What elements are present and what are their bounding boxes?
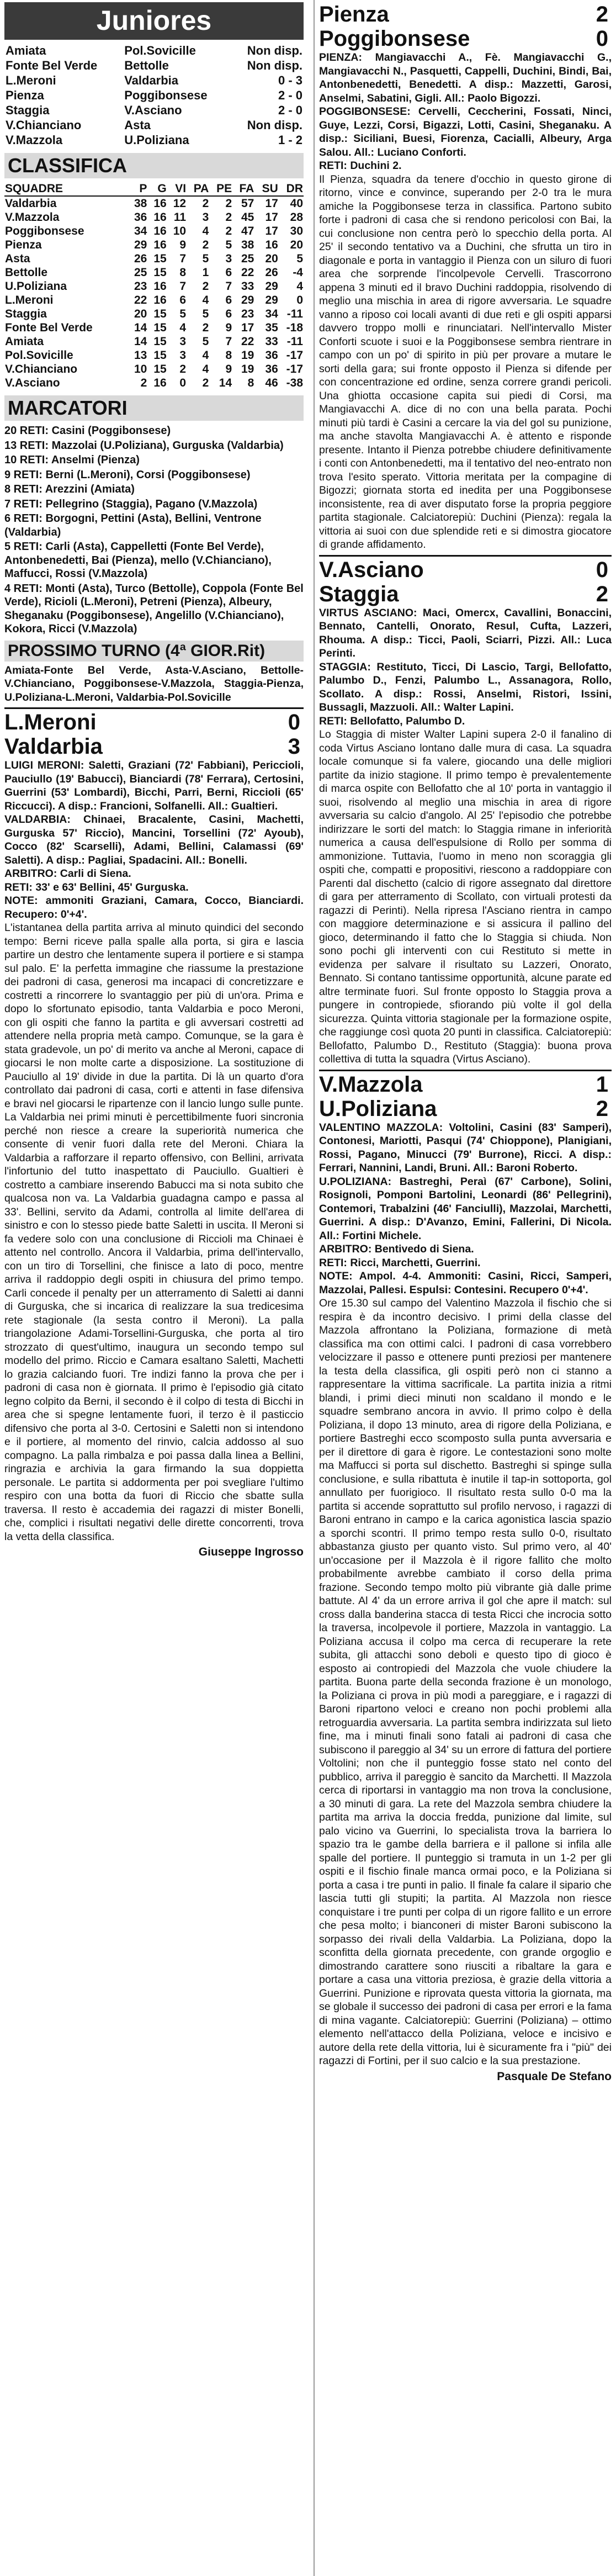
team-away: U.Poliziana [319, 1096, 437, 1121]
reti: RETI: Ricci, Marchetti, Guerrini. [319, 1256, 481, 1269]
standings-cell: 5 [202, 335, 209, 348]
standings-cell: 5 [179, 308, 187, 320]
standings-cell: 2 [225, 211, 232, 224]
standings-cell: 4 [202, 349, 209, 362]
author: Giuseppe Ingrosso [198, 1546, 304, 1558]
fixtures-table [4, 43, 304, 147]
standings-cell: 2 [202, 377, 209, 389]
standings-cell: 6 [179, 294, 187, 306]
standings-table [4, 182, 304, 390]
standings-header: FA [232, 182, 254, 196]
standings-cell: Staggia [5, 308, 47, 320]
standings-cell: 23 [241, 308, 254, 320]
marcatori-item: 5 RETI: Carli (Asta), Cappelletti (Fonte Bel Verde), Antonbenedetti, Bai (Pienza), mello (V.Chianciano), Maffucci, Rossi (V.Mazzola) [4, 541, 272, 580]
standings-cell: 36 [134, 211, 147, 224]
lineup-home: VALENTINO MAZZOLA: Voltolini, Casini (83' Samperi), Contonesi, Mariotti, Pasqui (74' Chioppone), Planigiani, Rossi, Pagano, Minucci (79' Burrone), Ricci. A disp.: Ferrari, Nannini, Landi, Bruni. All.: Baroni Roberto. [319, 1121, 612, 1174]
standings-header: PE [209, 182, 232, 196]
standings-cell: 7 [179, 252, 187, 265]
standings-cell: Pol.Sovicille [5, 349, 73, 362]
standings-cell: 34 [265, 308, 278, 320]
standings-cell: 17 [241, 321, 254, 334]
note: NOTE: ammoniti Graziani, Camara, Cocco, Bianciardi. Recupero: 0'+4'. [4, 895, 304, 921]
marcatori-item: 13 RETI: Mazzolai (U.Poliziana), Gurguska (Valdarbia) [4, 439, 284, 452]
standings-header: SQUADRE [4, 182, 128, 196]
standings-cell: -38 [286, 377, 303, 389]
arbitro: ARBITRO: Carli di Siena. [4, 868, 131, 880]
standings-cell: 9 [225, 321, 232, 334]
standings-cell: 4 [296, 280, 303, 293]
score-away: 2 [596, 1096, 608, 1121]
standings-header: G [147, 182, 167, 196]
standings-cell: 29 [134, 239, 147, 251]
standings-cell: 3 [179, 335, 187, 348]
fixture-result: 2 - 0 [278, 103, 302, 117]
standings-cell: 5 [202, 252, 209, 265]
standings-cell: Pienza [5, 239, 42, 251]
standings-cell: -11 [286, 308, 303, 320]
score-row-away [319, 27, 612, 51]
match-pienza [319, 2, 612, 552]
standings-cell: 16 [153, 197, 167, 210]
standings-cell: 38 [134, 197, 147, 210]
standings-cell: 15 [153, 363, 167, 375]
score-away: 2 [596, 581, 608, 606]
fixture-away: U.Poliziana [124, 133, 189, 147]
fixture-away: V.Asciano [124, 103, 182, 117]
standings-cell: 15 [153, 252, 167, 265]
marcatori-item: 7 RETI: Pellegrino (Staggia), Pagano (V.Mazzola) [4, 498, 258, 510]
fixture-away: Asta [124, 118, 151, 132]
standings-row [4, 348, 304, 362]
marcatori-item: 4 RETI: Monti (Asta), Turco (Bettolle), Coppola (Fonte Bel Verde), Ricioli (L.Meroni), Petreni (Pienza), Albeury, Sheganaku (Poggibonsese), Angelillo (V.Chianciano), Kokora, Ricci (V.Mazzola) [4, 582, 304, 635]
match-asciano [319, 555, 612, 1066]
fixture-result: Non disp. [247, 118, 302, 132]
team-home: Pienza [319, 2, 389, 27]
team-home: L.Meroni [4, 710, 97, 734]
standings-cell: 7 [179, 280, 187, 293]
standings-cell: 2 [225, 225, 232, 237]
marcatori-list [4, 424, 304, 636]
standings-cell: Fonte Bel Verde [5, 321, 93, 334]
fixture-row [4, 88, 304, 103]
score-row-away [4, 734, 304, 759]
standings-row [4, 196, 304, 210]
standings-cell: Bettolle [5, 266, 48, 279]
reti: RETI: Bellofatto, Palumbo D. [319, 715, 465, 727]
marcatori-item: 10 RETI: Anselmi (Pienza) [4, 454, 140, 466]
fixture-result: 0 - 3 [278, 73, 302, 87]
standings-cell: 20 [265, 252, 278, 265]
standings-cell: 17 [265, 211, 278, 224]
standings-cell: 16 [153, 239, 167, 251]
team-away: Poggibonsese [319, 27, 470, 51]
standings-cell: 2 [202, 197, 209, 210]
article-text: Il Pienza, squadra da tenere d'occhio in questo girone di ritorno, vince e convince, superando per 2-0 tra le mura amiche la Poggibonsese terza in classifica. Partono subito forte i padroni di casa che si rendono pericolosi con Bai, la cui conclusione non centra però lo specchio della porta. Al 25' il secondo tentativo va a Duchini, che sfrutta un tiro in diagonale e porta in vantaggio il Pienza con un siluro di fuori area che sorprende l'incolpevole Cervelli. Trascorrono appena 3 minuti ed il bravo Duchini raddoppia, risolvendo di meglio una mischia in area di rigore avversaria. Le squadre vanno a riposo coi locali avanti di due reti e gli ospiti apparsi davvero troppo molli e rinunciatari. Nell'intervallo Mister Conforti scuote i suoi e la Poggibonsese sembra rientrare in campo con un po' di spirito in più per provare a mutare le sorti della gara; sui fronte opposto il Pienza si difende per con concentrazione ed ordine, senza correre grandi pericoli. Una ghiotta occasione capita sui piedi di Corsi, ma Mangiavacchi A. dice di no con una bella parata. Pochi minuti più tardi è Casini a cercare la via del gol su punizione, ma anche stavolta Mangiavacchi A. è attento e risponde presente. Intanto il Pienza potrebbe chiudere definitivamente i conti con Antonbenedetti, ma il tentativo del neo-entrato non trova l'esito sperato. Vittoria meritata per la compagine di Bigozzi; giornata storta ed inedita per una Poggibonsese inconsistente, rea di aver disputato forse la propria peggiore partita stagionale. Calciatorepiù: Duchini (Pienza): regala la vittoria ai suoi con due splendide reti e si dimostra giocatore di grande affidamento. [319, 173, 612, 551]
standings-cell: 5 [202, 308, 209, 320]
fixture-result: Non disp. [247, 59, 302, 72]
article-text: Ore 15.30 sul campo del Valentino Mazzola il fischio che si respira è da incontro decisivo. I primi della classe del Mazzola affrontano la Poliziana, formazione di metà classifica ma con ottimi calci. I padroni di casa vorrebbero velocizzare il passo e ottenere punti preziosi per mantenere la testa della classifica, gli ospiti però non ci stanno a rappresentare la vittima sacrificale. La partita inizia a ritmi blandi, i primi dieci minuti non scaldano il mondo e le squadre sembrano ancora in avvio. Il primo colpo è della Poliziana, il dopo 13 minuto, area di rigore della Poliziana, e portiere Bastreghi ecco scomposto sulla punta avversaria e per il direttore di gara è rigore. Le contestazioni sono molte ma Maffucci si porta sul dischetto. Bastreghi si spinge sulla conclusione, e sulla ribattuta è inutile il tap-in sottoporta, gol annullato per fuorigioco. Il risultato resta sullo 0-0 ma la partita si accende soprattutto sul profilo nervoso, i ragazzi di Baroni entrano in campo e la carica agonistica lascia spazio a sporchi scontri. Il primo tempo resta sullo 0-0, risultato abbastanza giusto per quanto visto. Sul primo vero, al 40' un'occasione per il Mazzola è il rigore fallito che molto probabilmente avrebbe cambiato il corso della prima frazione. Secondo tempo molto più vibrante già dalle prime battute. Al 4' da un errore arriva il gol che apre il match: sul cross dalla banderina stacca di testa Ricci che incrocia sotto la traversa, incolpevole il portiere, Mazzola in vantaggio. La Poliziana accusa il colpo ma cerca di recuperare la rete subita, gli attacchi sono deboli e questo tipo di gioco è esposto ai contropiedi del Mazzola che vuole chiudere la partita. Buona parte della seconda frazione è un monologo, la Poliziana ci prova in più modi a pareggiare, e i ragazzi di Baroni ripartono veloci e creano non pochi problemi alla retroguardia avversaria. La partita sembra indirizzata sul lieto fine, ma i minuti finali sono fatali ai padroni di casa che subiscono il pareggio al 34' su un errore di fattura del portiere Voltolini; non che il punteggio fosse stato nel conto del pubblico, arriva il pareggio è sancito da Marchetti. Il Mazzola cerca di riportarsi in vantaggio ma non trova la conclusione, a 30 minuti di gara. La rete del Mazzola sembra chiudere la partita ma arriva la doccia fredda, punizione dal limite, sul palo vicino va Guerrini, lo specialista trova la barriera lo spazio tra le gambe della barriera e il pallone si infila alle spalle del portiere. Il punteggio si tramuta in un 1-2 per gli ospiti e il fischio finale manca ormai poco, e la Poliziana si porta a casa i tre punti in palio. Il finale fa calare il sipario che lascia tutti gli stupiti; la partita. Al Mazzola non riesce conquistare i tre punti per colpa di un rigore fallito e un errore che pesa molto; i bianconeri di mister Baroni subiscono la sorpasso dei rivali della Valdarbia. La Poliziana, dopo la sconfitta della giornata precedente, con grande orgoglio e dimostrando carattere sono riusciti a ribaltare la gara e portare a casa una vittoria preziosa, è grazie della vittoria a Guerrini. Punizione e riprovata questa vittoria la giornata, ma se globale il successo dei padroni di casa per errori e la fama di mina vagante. Calciatorepiù: Guerrini (Poliziana) – ottimo elemento nell'attacco della Poliziana, veloce e incisivo e autore della rete della vittoria, lui è sicuramente fra i "più" dei ragazzi di Fortini, per il suo calcio e la sua prestazione. [319, 1297, 612, 2067]
standings-cell: 16 [153, 211, 167, 224]
standings-cell: 26 [265, 266, 278, 279]
standings-cell: 6 [225, 266, 232, 279]
standings-cell: 9 [225, 363, 232, 375]
fixture-result: Non disp. [247, 44, 302, 57]
standings-cell: 14 [134, 335, 147, 348]
fixture-row [4, 118, 304, 133]
marcatori-item: 20 RETI: Casini (Poggibonsese) [4, 425, 171, 437]
standings-row [4, 376, 304, 390]
score-row-away [319, 1097, 612, 1121]
lineup-away: U.POLIZIANA: Bastreghi, Peraì (67' Carbone), Solini, Rosignoli, Pomponi Bartolini, Leonardi (86' Pellegrini), Contemori, Trabalzini (46' Fanciulli), Mazzolai, Marchetti, Guerrini. A disp.: D'Avanzo, Emini, Fallerini, Di Nicola. All.: Fortini Michele. [319, 1175, 612, 1242]
author: Pasquale De Stefano [497, 2070, 612, 2083]
standings-cell: Asta [5, 252, 30, 265]
standings-cell: 0 [179, 377, 187, 389]
standings-cell: 33 [241, 280, 254, 293]
standings-cell: 2 [179, 363, 187, 375]
lineup-home: VIRTUS ASCIANO: Maci, Omercx, Cavallini, Bonaccini, Bennato, Cantelli, Onorato, Resul, Cufta, Lazzeri, Rhouma. A disp.: Ticci, Paoli, Sciarri, Pizzi. All.: Luca Perinti. [319, 606, 612, 659]
fixture-row [4, 73, 304, 88]
standings-cell: 16 [153, 294, 167, 306]
standings-cell: 10 [173, 225, 187, 237]
standings-cell: V.Asciano [5, 377, 60, 389]
standings-cell: 17 [265, 197, 278, 210]
standings-cell: 15 [153, 335, 167, 348]
standings-row [4, 307, 304, 321]
reti: RETI: 33' e 63' Bellini, 45' Gurguska. [4, 881, 189, 893]
standings-cell: 5 [225, 239, 232, 251]
reti: RETI: Duchini 2. [319, 160, 402, 172]
arbitro: ARBITRO: Bentivedo di Siena. [319, 1243, 474, 1255]
score-row-home [319, 558, 612, 582]
note: NOTE: Ampol. 4-4. Ammoniti: Casini, Ricci, Samperi, Mazzolai, Pallesi. Espulsi: Contesini. Recupero 0'+4'. [319, 1270, 612, 1296]
standings-cell: -11 [286, 335, 303, 348]
standings-row [4, 321, 304, 335]
standings-cell: -4 [293, 266, 303, 279]
standings-cell: 6 [225, 308, 232, 320]
fixture-home: Pienza [6, 88, 44, 102]
standings-cell: 4 [202, 225, 209, 237]
standings-cell: 8 [247, 377, 254, 389]
standings-cell: -17 [286, 363, 303, 375]
standings-cell: 29 [265, 294, 278, 306]
fixture-home: V.Chianciano [6, 118, 82, 132]
standings-cell: 33 [265, 335, 278, 348]
standings-row [4, 238, 304, 252]
fixture-result: 1 - 2 [278, 133, 302, 147]
standings-header: DR [279, 182, 304, 196]
score-row-home [319, 1072, 612, 1097]
lineup-away: POGGIBONSESE: Cervelli, Ceccherini, Fossati, Ninci, Guye, Lezzi, Corsi, Bigazzi, Lotti, Casini, Sheganaku. A disp.: Siciliani, Buesi, Fiorenza, Cacialli, Albeury, Arga Salou. All.: Luciano Conforti. [319, 105, 612, 158]
standings-cell: 14 [134, 321, 147, 334]
standings-cell: 20 [134, 308, 147, 320]
standings-cell: 30 [290, 225, 303, 237]
prossimo-turno-heading: PROSSIMO TURNO (4ª GIOR.Rit) [4, 641, 304, 662]
standings-header: VI [167, 182, 187, 196]
standings-cell: 22 [241, 335, 254, 348]
standings-cell: 2 [202, 280, 209, 293]
standings-cell: 2 [202, 321, 209, 334]
fixture-home: Amiata [6, 44, 46, 57]
match-mazzola [319, 1070, 612, 2083]
standings-cell: 19 [241, 349, 254, 362]
standings-cell: U.Poliziana [5, 280, 67, 293]
standings-cell: 3 [225, 252, 232, 265]
standings-cell: 4 [179, 321, 187, 334]
score-home: 1 [596, 1072, 608, 1097]
fixture-result: 2 - 0 [278, 88, 302, 102]
fixture-away: Pol.Sovicille [124, 44, 196, 57]
standings-cell: 9 [179, 239, 187, 251]
score-home: 2 [596, 2, 608, 27]
marcatori-item: 6 RETI: Borgogni, Pettini (Asta), Bellini, Ventrone (Valdarbia) [4, 512, 262, 538]
standings-cell: 34 [134, 225, 147, 237]
standings-cell: 47 [241, 225, 254, 237]
standings-cell: 2 [202, 239, 209, 251]
standings-cell: 25 [241, 252, 254, 265]
standings-cell: 8 [179, 266, 187, 279]
standings-cell: 22 [134, 294, 147, 306]
fixture-home: V.Mazzola [6, 133, 63, 147]
standings-cell: Amiata [5, 335, 44, 348]
standings-cell: 16 [153, 225, 167, 237]
standings-cell: 0 [296, 294, 303, 306]
right-column [314, 0, 616, 2576]
standings-cell: 5 [296, 252, 303, 265]
standings-cell: -17 [286, 349, 303, 362]
standings-cell: 40 [290, 197, 303, 210]
article-text: L'istantanea della partita arriva al minuto quindici del secondo tempo: Berni riceve palla spalle alla porta, si gira e lascia partire un destro che lentamente supera il portiere e si stampa sul palo. E' la perfetta immagine che riassume la prestazione dei padroni di casa, generosi ma incapaci di concretizzare e costretti a rincorrere lo svantaggio per più di un'ora. Prima e dopo lo sfortunato episodio, tanta Valdarbia e poco Meroni, con gli ospiti che fanno la partita e gli avversari costretti ad attendere nella propria metà campo. Comunque, se la gara è stata gradevole, un po' di merito va anche al Meroni, capace di giocarsi le non molte carte a disposizione. La sostituzione di Pauciullo al 19' divide in due la partita. Di là un quarto d'ora controllato dai padroni di casa, corti e attenti in fase difensiva e bravi nel giocarsi le ripartenze con il lancio lungo sulle punte. La Valdarbia nei primi minuti è percettibilmente fuori sincronia perché non riesce a creare la superiorità numerica che consente di venir fuori dalla rete del Meroni. Chiara la Valdarbia a rafforzare il reparto offensivo, con Bellini, arrivata l'infortunio del tutto inaspettato di Pauciullo. Gualtieri è costretto a cambiare inserendo Babucci ma si nota subito che qualcosa non va. La Valdarbia guadagna campo e passa al 33'. Bellini, servito da Adami, controlla al limite dell'area di sinistro e con lo stesso piede batte Saletti in uscita. Il Meroni si fa vedere solo con una conclusione di Riccioli ma Chinaei è attento nel controllo. Ancora il Valdarbia, prima dell'intervallo, con un tiro di Torsellini, che finisce a lato di poco, mentre arriva il raddoppio degli ospiti in chiusura del primo tempo. Carli concede il penalty per un atterramento di Saletti ai danni di Gurguska, che si incarica di realizzare la sua tredicesima rete stagionale (la sesta contro il Meroni). La palla triangolazione Adami-Torsellini-Gurguska, che porta al tiro strozzato di quest'ultimo, inaugura un secondo tempo sul modello del primo. Riccio e Camara esaltano Saletti, Machetti lo grazia calciando fuori. Tre indizi fanno la prova che per i padroni di casa non è giornata. Il primo è l'episodio già citato legno colpito da Berni, il secondo è il colpo di testa di Bicchi in area che si spegne lentamente fuori, il terzo è il pasticcio difensivo che porta al 3-0. Certosini e Saletti non si intendono e il portiere, al momento del rinvio, calcia addosso al suo compagno. La palla rimbalza e poi passa dalla linea a Bellini, ringrazia e archivia la gara firmando la sua doppietta personale. Le partita si addormenta per poi svegliare l'ultimo respiro con una botta da fuori di Riccio che sbatte sulla traversa. Il resto è accademia dei ragazzi di mister Bonelli, che, complici i risultati negativi delle dirette concorrenti, trova la vetta della classifica. [4, 922, 304, 1543]
standings-cell: 16 [153, 377, 167, 389]
standings-cell: 2 [140, 377, 147, 389]
standings-cell: 57 [241, 197, 254, 210]
match-meroni [4, 707, 304, 1559]
standings-header: PA [187, 182, 209, 196]
standings-cell: 46 [265, 377, 278, 389]
standings-cell: 35 [265, 321, 278, 334]
standings-cell: Valdarbia [5, 197, 57, 210]
standings-cell: 28 [290, 211, 303, 224]
prossimo-turno-text: Amiata-Fonte Bel Verde, Asta-V.Asciano, Bettolle-V.Chianciano, Poggibonsese-V.Mazzola, Staggia-Pienza, U.Poliziana-L.Meroni, Valdarbia-Pol.Sovicille [4, 664, 304, 703]
fixture-row [4, 133, 304, 147]
standings-cell: V.Mazzola [5, 211, 60, 224]
standings-cell: 8 [225, 349, 232, 362]
team-away: Valdarbia [4, 734, 103, 759]
standings-row [4, 266, 304, 279]
lineup-away: VALDARBIA: Chinaei, Bracalente, Casini, Machetti, Gurguska 57' Riccio), Mancini, Torsellini (72' Ayoub), Cocco (82' Scarselli), Adami, Bellini, Calamassi (69' Saletti). A disp.: Pagliai, Spadacini. All.: Bonelli. [4, 813, 304, 866]
standings-cell: 15 [153, 321, 167, 334]
standings-cell: 14 [219, 377, 232, 389]
fixture-row [4, 103, 304, 118]
team-away: Staggia [319, 581, 399, 606]
juniores-banner: Juniores [4, 2, 304, 40]
fixture-away: Bettolle [124, 59, 169, 72]
standings-cell: 29 [241, 294, 254, 306]
standings-cell: 36 [265, 349, 278, 362]
score-row-away [319, 582, 612, 606]
marcatori-item: 8 RETI: Arezzini (Amiata) [4, 483, 135, 495]
standings-cell: 45 [241, 211, 254, 224]
standings-cell: 19 [241, 363, 254, 375]
standings-cell: 36 [265, 363, 278, 375]
standings-cell: 16 [153, 280, 167, 293]
standings-cell: -18 [286, 321, 303, 334]
standings-cell: Poggibonsese [5, 225, 84, 237]
standings-cell: 3 [179, 349, 187, 362]
lineup-home: LUIGI MERONI: Saletti, Graziani (72' Fabbiani), Periccioli, Pauciullo (19' Babucci), Bianciardi (78' Ferrara), Certosini, Guerrini (53' Lombardi), Bicchi, Parri, Berni, Riccioli (65' Riccucci). A disp.: Francioni, Solfanelli. All.: Gualtieri. [4, 759, 304, 812]
standings-cell: 26 [134, 252, 147, 265]
article-text: Lo Staggia di mister Walter Lapini supera 2-0 il fanalino di coda Virtus Asciano lontano dalle mura di casa. La squadra locale comunque si fa valere, giocando una delle migliori partite da inizio stagione. Il primo tempo è prevalentemente di marca ospite con Bellofatto che al 10' porta in vantaggio il suoi, risolvendo al meglio una mischia in area di rigore avversaria su calcio d'angolo. Al 25' l'episodio che potrebbe indirizzare le sorti del match: lo Staggia rimane in inferiorità numerica a causa dell'espulsione di Rollo per somma di ammonizione. Tuttavia, l'uomo in meno non scoraggia gli ospiti che, compatti e propositivi, riescono a raddoppiare con Parenti dal dischetto (calcio di rigore assegnato dal direttore di gara per atterramento di Scollato, con virtuali protesti da ragazzi di Perinti). Nella ripresa l'Asciano rientra in campo con maggiore determinazione e si assicura il pallino del gioco, determinando il fatto che lo Staggia si chiuda. Non sono pochi gli interventi con cui Restituto si mette in evidenza per salvare il risultato su Lazzeri, Onorato, Bennato. Si contano tantissime opportunità, alcune parate ed altre terminate fuori. Sul fronte opposto lo Staggia prova a pungere in contropiede, sfiorando più volte il gol della sicurezza. Quinta vittoria stagionale per la formazione ospite, che raggiunge così quota 20 punti in classifica. Calciatorepiù: Bellofatto, Palumbo D., Restituto (Staggia): buona prova collettiva di tutta la squadra (Virtus Asciano). [319, 728, 612, 1065]
standings-cell: 15 [153, 308, 167, 320]
standings-cell: 38 [241, 239, 254, 251]
standings-cell: 15 [153, 266, 167, 279]
standings-cell: 7 [225, 280, 232, 293]
standings-row [4, 224, 304, 238]
standings-cell: 17 [265, 225, 278, 237]
score-home: 0 [596, 557, 608, 582]
score-row-home [319, 2, 612, 27]
standings-cell: 7 [225, 335, 232, 348]
standings-cell: 2 [225, 197, 232, 210]
standings-cell: 25 [134, 266, 147, 279]
lineup-away: STAGGIA: Restituto, Ticci, Di Lascio, Targi, Bellofatto, Palumbo D., Fenzi, Palumbo L., Assanagora, Rollo, Scollato. A disp.: Rossi, Anselmi, Ristori, Issini, Bussagli, Mazzuoli. All.: Walter Lapini. [319, 660, 612, 713]
standings-cell: 29 [265, 280, 278, 293]
score-away: 3 [288, 734, 300, 759]
fixture-home: Fonte Bel Verde [6, 59, 98, 72]
standings-cell: 6 [225, 294, 232, 306]
standings-cell: 22 [241, 266, 254, 279]
score-home: 0 [288, 710, 300, 734]
fixture-home: L.Meroni [6, 73, 56, 87]
standings-row [4, 210, 304, 224]
score-row-home [4, 710, 304, 734]
marcatori-heading: MARCATORI [4, 395, 304, 421]
standings-cell: 1 [202, 266, 209, 279]
fixture-home: Staggia [6, 103, 50, 117]
standings-row [4, 279, 304, 293]
marcatori-item: 9 RETI: Berni (L.Meroni), Corsi (Poggibonsese) [4, 468, 251, 481]
standings-cell: 3 [202, 211, 209, 224]
standings-row [4, 362, 304, 376]
standings-cell: 10 [134, 363, 147, 375]
score-away: 0 [596, 27, 608, 51]
fixture-away: Poggibonsese [124, 88, 208, 102]
standings-cell: 16 [265, 239, 278, 251]
classifica-heading: CLASSIFICA [4, 153, 304, 178]
standings-cell: 4 [202, 294, 209, 306]
standings-cell: 12 [173, 197, 187, 210]
standings-row [4, 335, 304, 348]
lineup-home: PIENZA: Mangiavacchi A., Fè. Mangiavacchi G., Mangiavacchi N., Pasquetti, Cappelli, Duchini, Bindi, Bai, Antonbenedetti, Benedetti. A disp.: Mazzetti, Garosi, Anselmi, Sabatini, Gigli. All.: Paolo Bigozzi. [319, 51, 612, 104]
standings-row [4, 252, 304, 266]
standings-header: SU [254, 182, 278, 196]
standings-cell: V.Chianciano [5, 363, 78, 375]
standings-row [4, 293, 304, 307]
fixture-row [4, 58, 304, 73]
standings-cell: 23 [134, 280, 147, 293]
team-home: V.Asciano [319, 557, 424, 582]
standings-cell: 4 [202, 363, 209, 375]
standings-cell: 20 [290, 239, 303, 251]
standings-cell: L.Meroni [5, 294, 54, 306]
standings-cell: 13 [134, 349, 147, 362]
team-home: V.Mazzola [319, 1072, 423, 1097]
standings-cell: 11 [173, 211, 187, 224]
fixture-row [4, 43, 304, 58]
fixture-away: Valdarbia [124, 73, 179, 87]
standings-header: P [128, 182, 147, 196]
standings-cell: 15 [153, 349, 167, 362]
